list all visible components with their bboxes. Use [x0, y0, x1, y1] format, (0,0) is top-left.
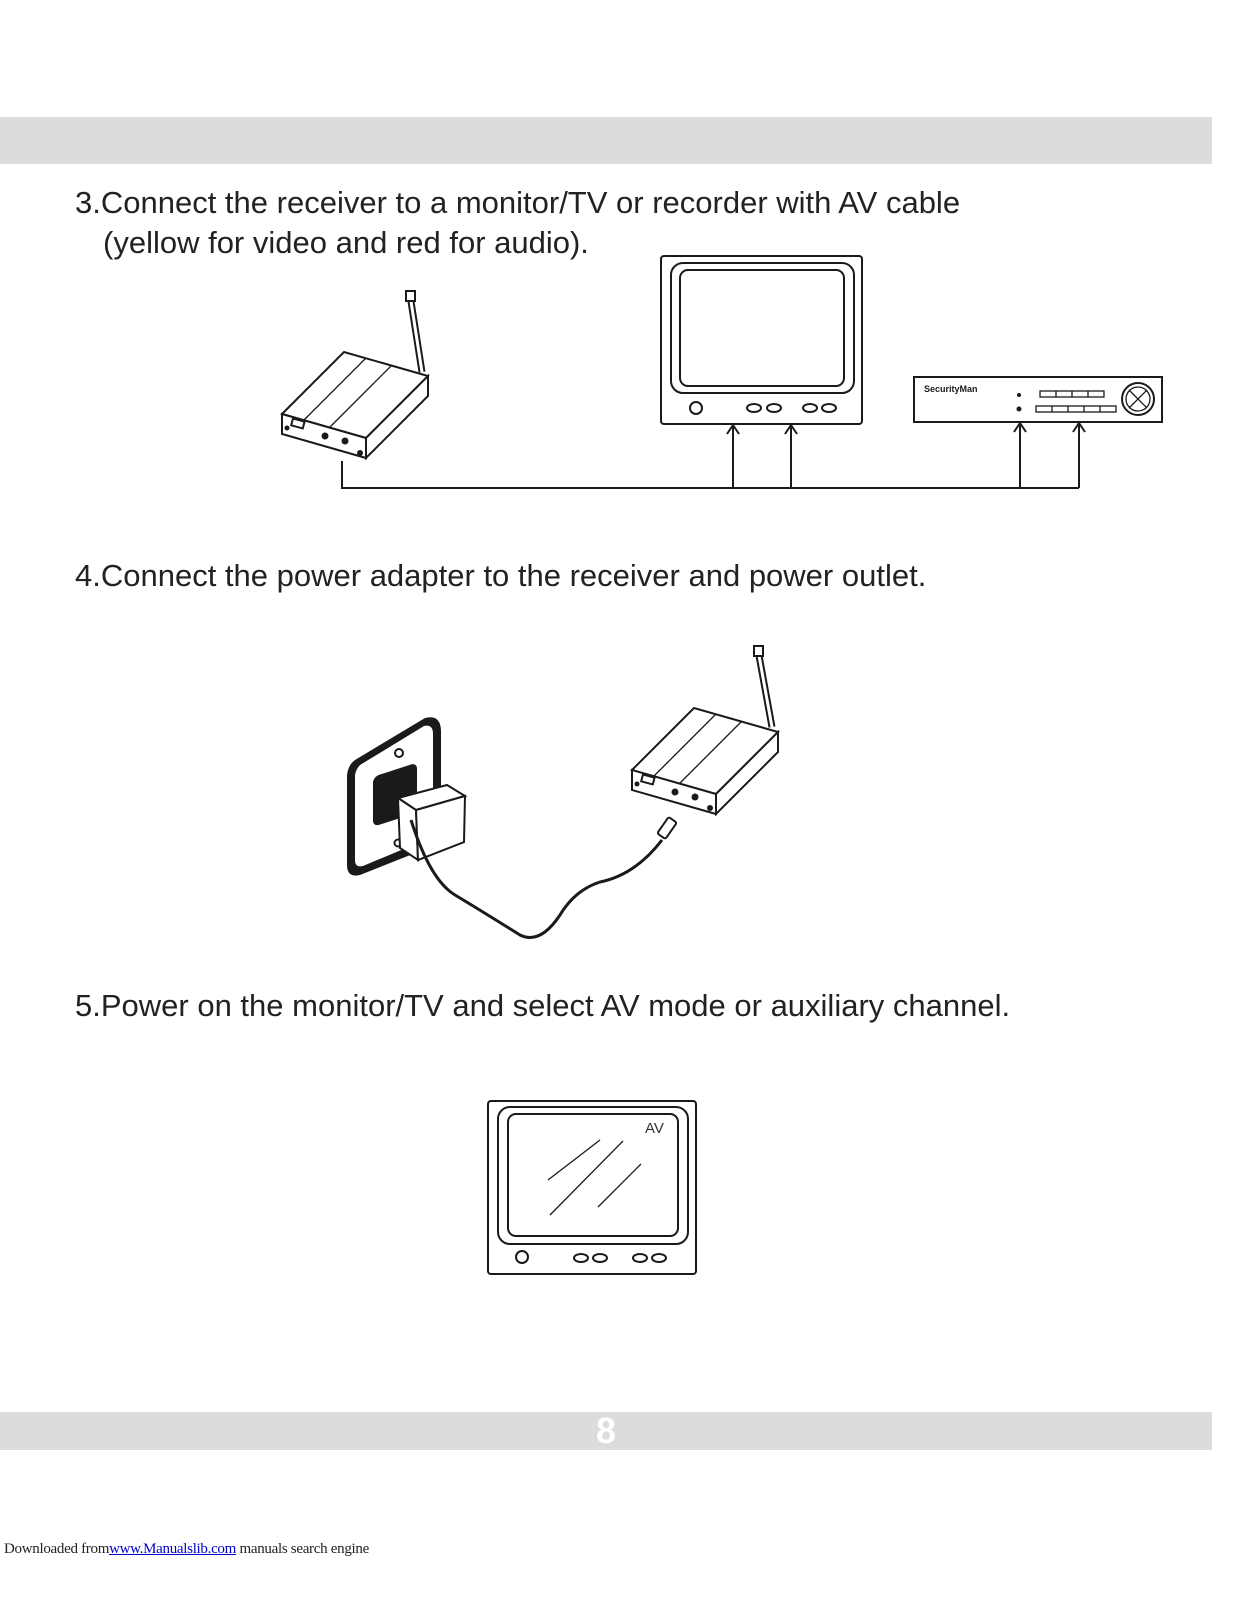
manualslib-link[interactable]: www.Manualslib.com	[109, 1541, 237, 1557]
step-5-line1: Power on the monitor/TV and select AV mode or auxiliary channel.	[100, 988, 1011, 1023]
monitor-illustration-1	[661, 256, 862, 424]
step-5-number: 5.	[75, 988, 101, 1023]
monitor-illustration-av	[488, 1101, 696, 1274]
step-4-number: 4.	[75, 558, 101, 593]
step-3-line1: Connect the receiver to a monitor/TV or recorder with AV cable	[100, 185, 961, 220]
av-cable-connections	[342, 423, 1085, 488]
footer-suffix: manuals search engine	[239, 1541, 369, 1557]
recorder-illustration	[914, 377, 1162, 422]
footer-prefix: Downloaded from	[4, 1541, 110, 1557]
step-3-line2: (yellow for video and red for audio).	[103, 225, 589, 260]
step-3-number: 3.	[75, 185, 101, 220]
av-mode-label: AV	[645, 1120, 664, 1137]
receiver-illustration-1	[282, 291, 428, 458]
power-adapter-illustration	[390, 785, 677, 938]
step-4-line1: Connect the power adapter to the receiver and power outlet.	[100, 558, 927, 593]
download-footer	[4, 1541, 369, 1558]
receiver-illustration-2	[632, 646, 778, 814]
recorder-brand-label: SecurityMan	[924, 384, 978, 394]
page-number: 8	[595, 1410, 617, 1451]
